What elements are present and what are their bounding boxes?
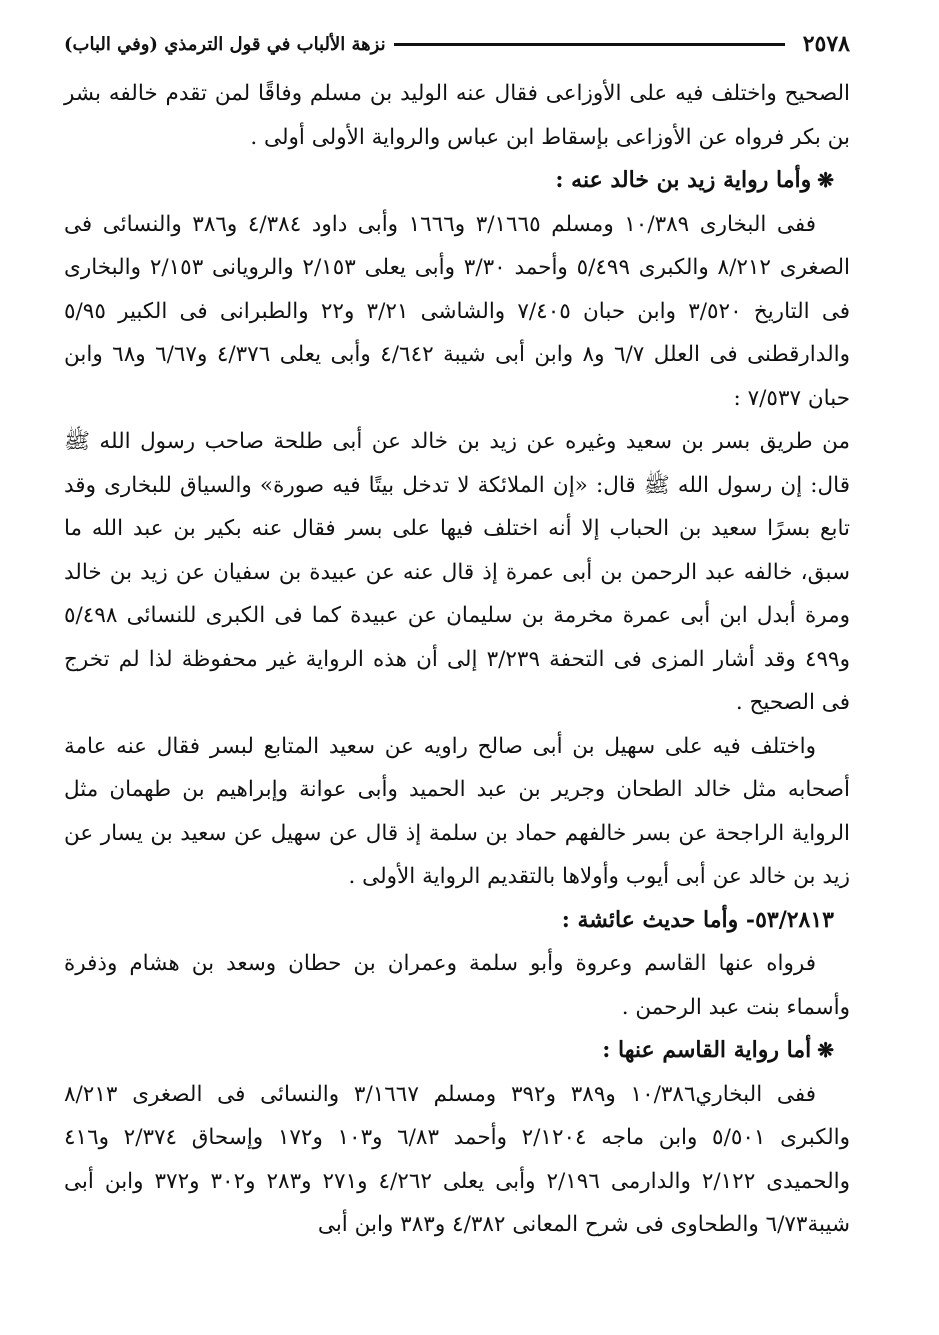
header-rule [394, 43, 785, 46]
section-heading-aisha: ٥٣/٢٨١٣- وأما حديث عائشة : [561, 906, 834, 933]
paragraph-1: الصحيح واختلف فيه على الأوزاعى فقال عنه الوليد بن مسلم وفاقًا لمن تقدم خالفه بشر بن بكر فرواه عن الأوزاعى بإسقاط ابن عباس والرواية الأولى أولى . [64, 81, 850, 150]
paragraph-6: ففى البخاري١٠/٣٨٦ و٣٨٩ و٣٩٢ ومسلم ٣/١٦٦٧ والنسائى فى الصغرى ٨/٢١٣ والكبرى ٥/٥٠١ وابن ماجه ٢/١٢٠٤ وأحمد ٦/٨٣ و١٠٣ و١٧٢ وإسحاق ٢/٣٧٤ و٤١٦ والحميدى ٢/١٢٢ والدارمى ٢/١٩٦ وأبى يعلى ٤/٢٦٢ و٢٧١ و٢٨٣ و٣٠٢ و٣٧٢ وابن أبى شيبة٦/٧٣ والطحاوى فى شرح المعانى ٤/٣٨٢ و٣٨٣ وابن أبى [64, 1081, 851, 1237]
section-heading-qasim-text: أما رواية القاسم عنها : [602, 1037, 812, 1063]
book-page [64, 26, 850, 1247]
star-ornament-icon: ❋ [817, 168, 834, 192]
section-heading-zaid-text: وأما رواية زيد بن خالد عنه : [555, 167, 812, 193]
paragraph-4: واختلف فيه على سهيل بن أبى صالح راويه عن سعيد المتابع لبسر فقال عنه عامة أصحابه مثل خالد الطحان وجرير بن عبد الحميد وأبى عوانة وإبراهيم بن طهمان مثل الرواية الراجحة عن بسر خالفهم حماد بن سلمة إذ قال عن سهيل عن سعيد بن يسار عن زيد بن خالد عن أبى أيوب وأولاها بالتقديم الرواية الأولى . [64, 733, 850, 889]
page-body [64, 72, 850, 1247]
paragraph-5: فرواه عنها القاسم وعروة وأبو سلمة وعمران بن حطان وسعد بن هشام وذفرة وأسماء بنت عبد الرحمن . [64, 951, 850, 1020]
star-ornament-icon: ❋ [817, 1038, 834, 1062]
running-header [64, 26, 850, 62]
paragraph-3: من طريق بسر بن سعيد وغيره عن زيد بن خالد عن أبى طلحة صاحب رسول الله ﷺ قال: إن رسول الله ﷺ قال: «إن الملائكة لا تدخل بيتًا فيه صورة» والسياق للبخارى وقد تابع بسرًا سعيد بن الحباب إلا أنه اختلف فيها على بسر فقال عنه بكير بن عبد الله ما سبق، خالفه عبد الرحمن بن أبى عمرة إذ قال عنه عن عبيدة بن سفيان عن زيد بن خالد ومرة أبدل ابن أبى عمرة مخرمة بن سليمان عن عبيدة كما فى الكبرى للنسائى ٥/٤٩٨ و٤٩٩ وقد أشار المزى فى التحفة ٣/٢٣٩ إلى أن هذه الرواية غير محفوظة لذا لم تخرج فى الصحيح . [64, 429, 850, 715]
section-heading-zaid [64, 159, 850, 203]
section-heading-qasim [64, 1029, 850, 1073]
book-title: نزهة الألباب في قول الترمذي (وفي الباب) [64, 33, 386, 55]
page-number: ٢٥٧٨ [802, 31, 850, 57]
paragraph-2: ففى البخارى ١٠/٣٨٩ ومسلم ٣/١٦٦٥ و١٦٦٦ وأبى داود ٤/٣٨٤ و٣٨٦ والنسائى فى الصغرى ٨/٢١٢ والكبرى ٥/٤٩٩ وأحمد ٣/٣٠ وأبى يعلى ٢/١٥٣ والرويانى ٢/١٥٣ والبخارى فى التاريخ ٣/٥٢٠ وابن حبان ٧/٤٠٥ والشاشى ٣/٢١ و٢٢ والطبرانى فى الكبير ٥/٩٥ والدارقطنى فى العلل ٦/٧ و٨ وابن أبى شيبة ٤/٦٤٢ وأبى يعلى ٤/٣٧٦ و٦/٦٧ و٦٨ وابن حبان ٧/٥٣٧ : [64, 211, 851, 411]
